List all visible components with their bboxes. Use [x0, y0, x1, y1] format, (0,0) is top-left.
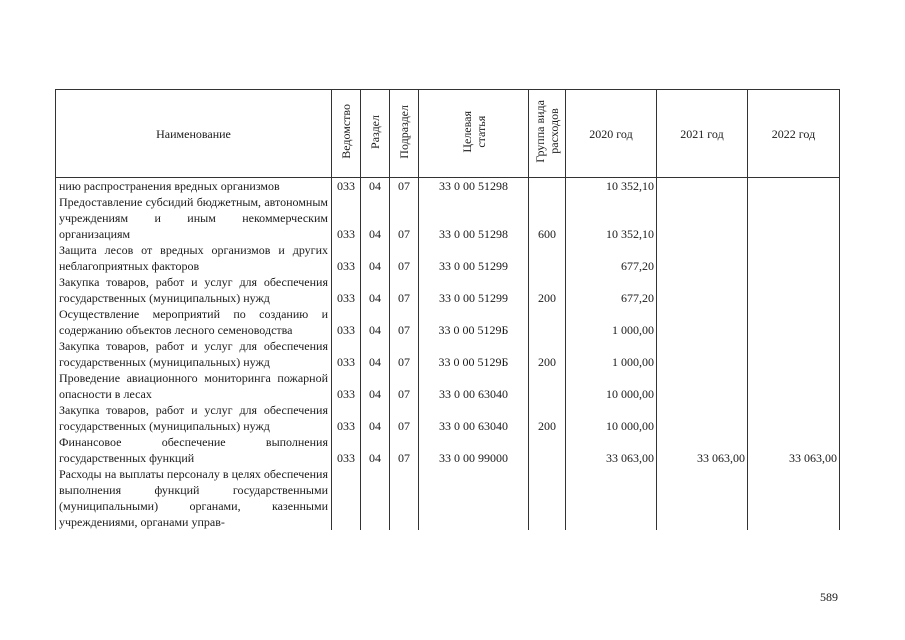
row-target-item: 33 0 00 99000	[419, 434, 529, 466]
row-target-item	[419, 466, 529, 530]
row-department: 033	[332, 242, 361, 274]
row-department: 033	[332, 306, 361, 338]
row-target-item: 33 0 00 5129Б	[419, 338, 529, 370]
table-row	[56, 178, 840, 195]
row-subsection: 07	[390, 194, 419, 242]
row-amount-2022	[748, 338, 840, 370]
row-amount-2022	[748, 370, 840, 402]
row-amount-2021	[657, 370, 748, 402]
row-amount-2021	[657, 338, 748, 370]
row-amount-2020: 10 352,10	[566, 194, 657, 242]
row-subsection: 07	[390, 434, 419, 466]
table-row	[56, 434, 840, 466]
row-amount-2022	[748, 466, 840, 530]
row-expense-group: 200	[529, 402, 566, 434]
row-name: Защита лесов от вредных организмов и других неблагоприятных факторов	[56, 242, 332, 274]
row-section: 04	[361, 306, 390, 338]
row-name: Закупка товаров, работ и услуг для обеспечения государственных (муниципальных) нужд	[56, 338, 332, 370]
row-department: 033	[332, 434, 361, 466]
table-row	[56, 338, 840, 370]
row-subsection: 07	[390, 242, 419, 274]
row-amount-2021	[657, 402, 748, 434]
row-target-item: 33 0 00 63040	[419, 370, 529, 402]
row-department	[332, 466, 361, 530]
row-amount-2020: 677,20	[566, 274, 657, 306]
header-expense-group: Группа вида расходов	[529, 90, 566, 178]
row-amount-2022	[748, 242, 840, 274]
budget-table	[55, 89, 840, 530]
row-subsection: 07	[390, 306, 419, 338]
table-row	[56, 274, 840, 306]
row-section: 04	[361, 274, 390, 306]
row-amount-2021	[657, 242, 748, 274]
row-amount-2020: 10 352,10	[566, 178, 657, 195]
row-name: Расходы на выплаты персоналу в целях обеспечения выполнения функций государственными (муниципальными) органами, казенными учреждениями, органами управ-	[56, 466, 332, 530]
table-body	[56, 178, 840, 531]
row-amount-2021	[657, 274, 748, 306]
row-expense-group: 200	[529, 274, 566, 306]
row-expense-group	[529, 306, 566, 338]
row-amount-2022	[748, 402, 840, 434]
row-amount-2022: 33 063,00	[748, 434, 840, 466]
header-year-2020: 2020 год	[566, 90, 657, 178]
table-header	[56, 90, 840, 178]
row-expense-group	[529, 242, 566, 274]
row-subsection: 07	[390, 370, 419, 402]
row-name: Финансовое обеспечение выполнения государственных функций	[56, 434, 332, 466]
row-section: 04	[361, 242, 390, 274]
row-expense-group	[529, 466, 566, 530]
header-subsection: Подраздел	[390, 90, 419, 178]
row-amount-2020: 1 000,00	[566, 306, 657, 338]
row-amount-2020: 1 000,00	[566, 338, 657, 370]
row-name: Предоставление субсидий бюджетным, автономным учреждениям и иным некоммерческим организациям	[56, 194, 332, 242]
row-section: 04	[361, 178, 390, 195]
row-department: 033	[332, 178, 361, 195]
row-name: нию распространения вредных организмов	[56, 178, 332, 195]
row-amount-2021: 33 063,00	[657, 434, 748, 466]
row-target-item: 33 0 00 51298	[419, 178, 529, 195]
table-row	[56, 402, 840, 434]
row-amount-2022	[748, 306, 840, 338]
row-expense-group	[529, 370, 566, 402]
row-subsection: 07	[390, 178, 419, 195]
row-amount-2022	[748, 194, 840, 242]
row-expense-group: 200	[529, 338, 566, 370]
row-section: 04	[361, 194, 390, 242]
table-row	[56, 194, 840, 242]
row-expense-group	[529, 178, 566, 195]
header-year-2022: 2022 год	[748, 90, 840, 178]
row-section: 04	[361, 370, 390, 402]
row-amount-2020: 677,20	[566, 242, 657, 274]
row-subsection: 07	[390, 402, 419, 434]
row-target-item: 33 0 00 51299	[419, 274, 529, 306]
table-row	[56, 370, 840, 402]
row-name: Закупка товаров, работ и услуг для обеспечения государственных (муниципальных) нужд	[56, 402, 332, 434]
row-section: 04	[361, 338, 390, 370]
header-target-item: Целевая статья	[419, 90, 529, 178]
row-section	[361, 466, 390, 530]
table-row	[56, 466, 840, 530]
row-target-item: 33 0 00 63040	[419, 402, 529, 434]
table-row	[56, 242, 840, 274]
row-amount-2021	[657, 194, 748, 242]
row-amount-2021	[657, 306, 748, 338]
header-year-2021: 2021 год	[657, 90, 748, 178]
row-department: 033	[332, 338, 361, 370]
row-name: Проведение авиационного мониторинга пожарной опасности в лесах	[56, 370, 332, 402]
row-section: 04	[361, 402, 390, 434]
row-amount-2021	[657, 178, 748, 195]
row-expense-group: 600	[529, 194, 566, 242]
row-amount-2020: 33 063,00	[566, 434, 657, 466]
row-department: 033	[332, 402, 361, 434]
row-subsection	[390, 466, 419, 530]
table-row	[56, 306, 840, 338]
row-target-item: 33 0 00 5129Б	[419, 306, 529, 338]
header-name: Наименование	[56, 90, 332, 178]
row-amount-2020: 10 000,00	[566, 402, 657, 434]
row-expense-group	[529, 434, 566, 466]
row-target-item: 33 0 00 51299	[419, 242, 529, 274]
row-target-item: 33 0 00 51298	[419, 194, 529, 242]
header-department: Ведомство	[332, 90, 361, 178]
header-section: Раздел	[361, 90, 390, 178]
row-department: 033	[332, 194, 361, 242]
row-amount-2022	[748, 274, 840, 306]
page-number: 589	[820, 590, 838, 604]
row-subsection: 07	[390, 274, 419, 306]
row-name: Осуществление мероприятий по созданию и содержанию объектов лесного семеноводства	[56, 306, 332, 338]
row-name: Закупка товаров, работ и услуг для обеспечения государственных (муниципальных) нужд	[56, 274, 332, 306]
row-amount-2020: 10 000,00	[566, 370, 657, 402]
row-department: 033	[332, 370, 361, 402]
row-amount-2021	[657, 466, 748, 530]
row-amount-2020	[566, 466, 657, 530]
row-section: 04	[361, 434, 390, 466]
row-amount-2022	[748, 178, 840, 195]
row-subsection: 07	[390, 338, 419, 370]
row-department: 033	[332, 274, 361, 306]
